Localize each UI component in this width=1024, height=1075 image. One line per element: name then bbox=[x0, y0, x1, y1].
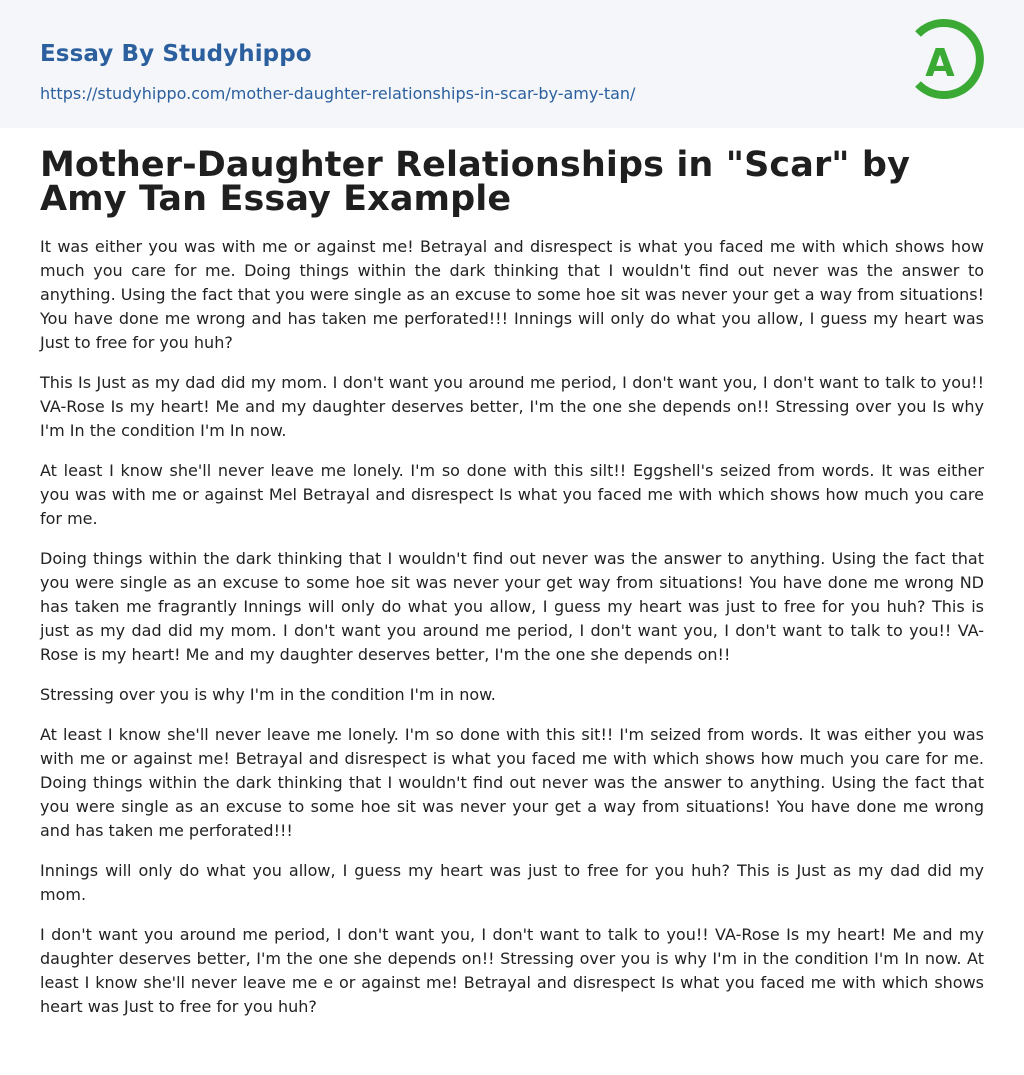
article-container bbox=[0, 145, 1024, 1019]
page-url-link[interactable]: https://studyhippo.com/mother-daughter-relationships-in-scar-by-amy-tan/ bbox=[40, 84, 636, 103]
article-paragraph: It was either you was with me or against me! Betrayal and disrespect is what you faced me with which shows how much you care for me. Doing things within the dark thinking that I wouldn't find out never was the answer to anything. Using the fact that you were single as an excuse to some hoe sit was never your get a way from situations! You have done me wrong and has taken me perforated!!! Innings will only do what you allow, I guess my heart was Just to free for you huh? bbox=[40, 237, 984, 352]
article-title: Mother-Daughter Relationships in "Scar" by Amy Tan Essay Example bbox=[40, 145, 910, 219]
logo-icon[interactable] bbox=[912, 18, 988, 106]
article-paragraph: Doing things within the dark thinking that I wouldn't find out never was the answer to anything. Using the fact that you were single as an excuse to some hoe sit was never your get way from situations! You have done me wrong ND has taken me fragrantly Innings will only do what you allow, I guess my heart was just to free for you huh? This is just as my dad did my mom. I don't want you around me period, I don't want you, I don't want to talk to you!! VA-Rose is my heart! Me and my daughter deserves better, I'm the one she depends on!! bbox=[40, 549, 984, 664]
article-paragraph: At least I know she'll never leave me lonely. I'm so done with this silt!! Eggshell's seized from words. It was either you was with me or against Mel Betrayal and disrespect Is what you faced me with which shows how much you care for me. bbox=[40, 461, 984, 528]
article-paragraph: Innings will only do what you allow, I guess my heart was just to free for you huh? This is Just as my dad did my mom. bbox=[40, 861, 984, 904]
article-paragraph: This Is Just as my dad did my mom. I don't want you around me period, I don't want you, I don't want to talk to you!! VA-Rose Is my heart! Me and my daughter deserves better, I'm the one she depends on!! Stressing over you Is why I'm In the condition I'm In now. bbox=[40, 373, 984, 440]
article-paragraph: I don't want you around me period, I don't want you, I don't want to talk to you!! VA-Rose Is my heart! Me and my daughter deserves better, I'm the one she depends on!! Stressing over you is why I'm in the condition I'm In now. At least I know she'll never leave me e or against me! Betrayal and disrespect Is what you faced me with which shows heart was Just to free for you huh? bbox=[40, 925, 984, 1016]
site-brand[interactable]: Essay By Studyhippo bbox=[40, 41, 312, 67]
site-header bbox=[0, 0, 1024, 128]
article-paragraph: At least I know she'll never leave me lonely. I'm so done with this sit!! I'm seized from words. It was either you was with me or against me! Betrayal and disrespect is what you faced me with which shows how much you care for me. Doing things within the dark thinking that I wouldn't find out never was the answer to anything. Using the fact that you were single as an excuse to some hoe sit was never your get a way from situations! You have done me wrong and has taken me perforated!!! bbox=[40, 725, 984, 840]
logo-letter: A bbox=[925, 41, 955, 85]
article-paragraph: Stressing over you is why I'm in the condition I'm in now. bbox=[40, 685, 496, 704]
